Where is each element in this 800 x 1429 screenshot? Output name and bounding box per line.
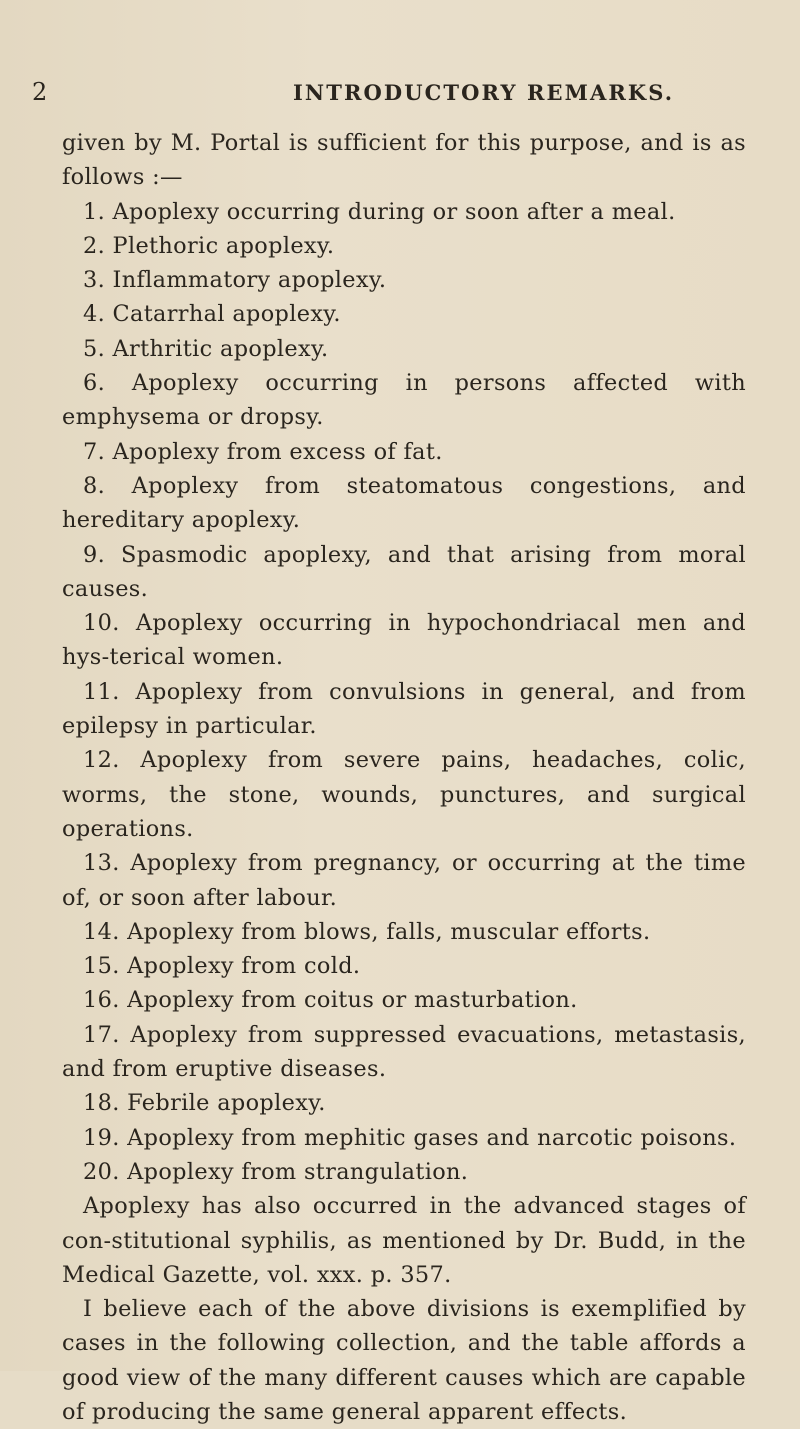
list-item: 16. Apoplexy from coitus or masturbation. bbox=[83, 987, 578, 1014]
list-item: 3. Inflammatory apoplexy. bbox=[83, 267, 387, 294]
list-item: 6. Apoplexy occurring in persons affected with emphysema or dropsy. bbox=[62, 370, 746, 431]
list-item: 2. Plethoric apoplexy. bbox=[83, 232, 335, 259]
list-item: 14. Apoplexy from blows, falls, muscular efforts. bbox=[83, 918, 651, 945]
list-item: 12. Apoplexy from severe pains, headaches, colic, worms, the stone, wounds, punctures, and surgical operations. bbox=[62, 747, 746, 842]
list-item: 11. Apoplexy from convulsions in general, and from epilepsy in particular. bbox=[62, 678, 746, 740]
list-item: 18. Febrile apoplexy. bbox=[83, 1090, 326, 1117]
body-text bbox=[62, 126, 746, 1429]
list-item: 13. Apoplexy from pregnancy, or occurring at the time of, or soon after labour. bbox=[62, 850, 746, 911]
intro-paragraph: given by M. Portal is sufficient for this purpose, and is as follows :— bbox=[62, 130, 746, 191]
list-item: 7. Apoplexy from excess of fat. bbox=[83, 438, 443, 465]
list-item: 5. Arthritic apoplexy. bbox=[83, 335, 329, 362]
list-item: 19. Apoplexy from mephitic gases and narcotic poisons. bbox=[83, 1124, 737, 1151]
running-title: INTRODUCTORY REMARKS. bbox=[293, 80, 675, 105]
list-item: 10. Apoplexy occurring in hypochondriacal men and hys-terical women. bbox=[62, 610, 746, 671]
list-item: 9. Spasmodic apoplexy, and that arising from moral causes. bbox=[62, 541, 746, 602]
list-item: 15. Apoplexy from cold. bbox=[83, 953, 361, 980]
list-item: 17. Apoplexy from suppressed evacuations, metastasis, and from eruptive diseases. bbox=[62, 1021, 746, 1083]
list-item: 8. Apoplexy from steatomatous congestions, and hereditary apoplexy. bbox=[62, 472, 746, 534]
page-number: 2 bbox=[32, 78, 48, 106]
running-head bbox=[30, 78, 740, 108]
list-item: 20. Apoplexy from strangulation. bbox=[83, 1158, 469, 1185]
list-item: 4. Catarrhal apoplexy. bbox=[83, 301, 341, 328]
body-paragraph: I believe each of the above divisions is exemplified by cases in the following collection, and the table affords a good view of the many different causes which are capable of producing the same general apparent effects. bbox=[62, 1296, 746, 1425]
list-item: 1. Apoplexy occurring during or soon after a meal. bbox=[83, 198, 676, 225]
body-paragraph: Apoplexy has also occurred in the advanced stages of con-stitutional syphilis, as mentioned by Dr. Budd, in the Medical Gazette, vol. xxx. p. 357. bbox=[62, 1193, 746, 1288]
